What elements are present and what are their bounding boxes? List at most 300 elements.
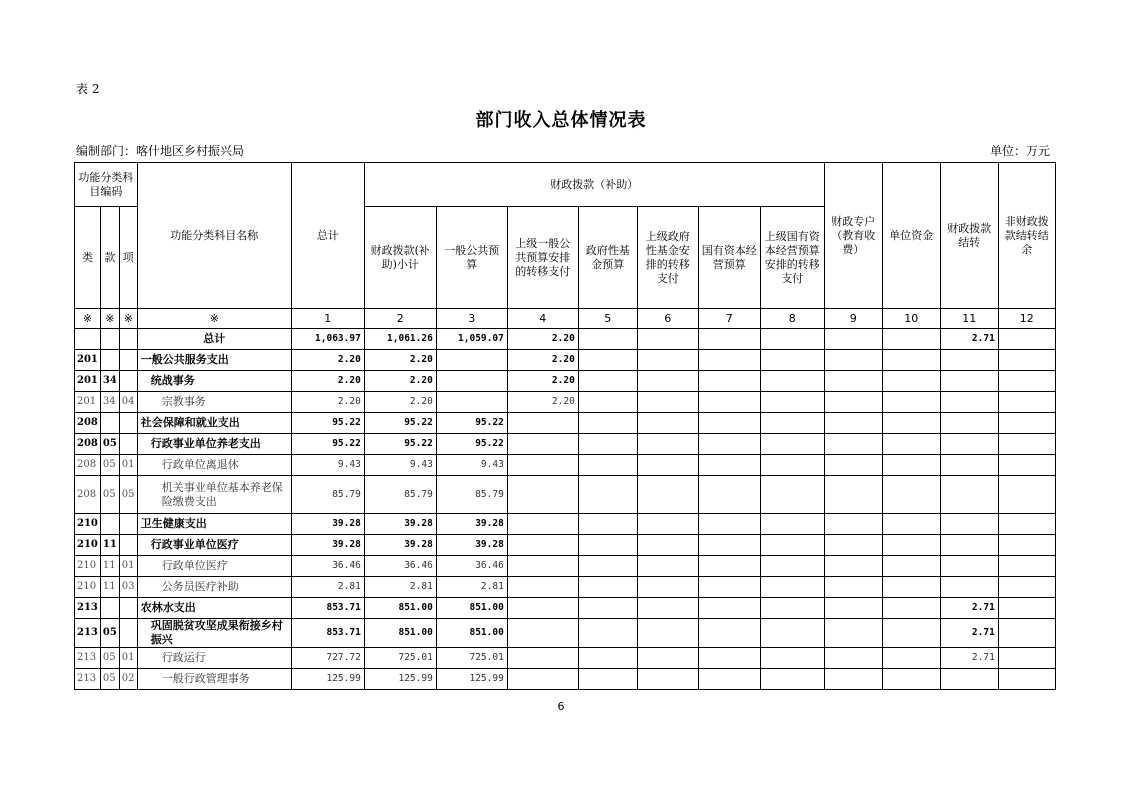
code-kind-cell: 213 [75,619,101,648]
amount-cell [760,535,824,556]
amount-cell [882,598,940,619]
amount-cell [507,514,578,535]
header-item: 款 [100,207,119,309]
amount-cell [637,392,698,413]
amount-cell [637,371,698,392]
amount-cell: 2.20 [507,371,578,392]
amount-cell [940,669,998,690]
amount-cell [698,455,760,476]
header-non-fiscal-carry: 非财政拨款结转结余 [998,163,1055,309]
amount-cell [507,434,578,455]
amount-cell [637,434,698,455]
amount-cell [882,455,940,476]
amount-cell [698,392,760,413]
amount-cell [998,535,1055,556]
code-sub-cell [119,598,137,619]
amount-cell [637,619,698,648]
amount-cell [507,535,578,556]
amount-cell: 2.71 [940,619,998,648]
header-upper-gov-fund: 上级政府性基金安排的转移支付 [637,207,698,309]
amount-cell: 2.71 [940,648,998,669]
amount-cell [998,329,1055,350]
amount-cell [578,455,637,476]
amount-cell [998,577,1055,598]
table-row [75,455,1056,476]
amount-cell [578,577,637,598]
func-name-cell: 一般公共服务支出 [137,350,291,371]
amount-cell [998,455,1055,476]
amount-cell: 85.79 [436,476,507,514]
amount-cell [882,648,940,669]
code-kind-cell: 213 [75,648,101,669]
code-item-cell [100,514,119,535]
amount-cell [824,329,882,350]
amount-cell [760,598,824,619]
amount-cell: 727.72 [291,648,364,669]
amount-cell [698,514,760,535]
amount-cell [760,577,824,598]
amount-cell: 39.28 [291,535,364,556]
code-kind-cell: 208 [75,413,101,434]
func-name-cell: 社会保障和就业支出 [137,413,291,434]
code-item-cell: 11 [100,577,119,598]
amount-cell: 851.00 [364,619,436,648]
func-name-cell: 行政事业单位医疗 [137,535,291,556]
amount-cell [578,350,637,371]
index-cell: 2 [364,309,436,329]
amount-cell [578,371,637,392]
amount-cell [760,455,824,476]
table-row [75,329,1056,350]
code-item-cell: 05 [100,455,119,476]
amount-cell: 2.20 [364,350,436,371]
func-name-cell: 行政运行 [137,648,291,669]
amount-cell [637,535,698,556]
amount-cell: 2.20 [507,329,578,350]
amount-cell [637,476,698,514]
amount-cell [436,350,507,371]
amount-cell [882,350,940,371]
amount-cell: 36.46 [364,556,436,577]
amount-cell [578,434,637,455]
amount-cell: 9.43 [364,455,436,476]
amount-cell [637,329,698,350]
table-row [75,556,1056,577]
header-upper-state-capital: 上级国有资本经营预算安排的转移支付 [760,207,824,309]
amount-cell [760,619,824,648]
amount-cell: 851.00 [436,619,507,648]
code-item-cell: 34 [100,371,119,392]
amount-cell: 9.43 [436,455,507,476]
amount-cell [998,556,1055,577]
amount-cell [998,392,1055,413]
amount-cell [507,669,578,690]
code-kind-cell: 213 [75,598,101,619]
amount-cell [637,577,698,598]
code-kind-cell: 210 [75,514,101,535]
amount-cell: 95.22 [436,413,507,434]
table-row [75,535,1056,556]
header-upper-general: 上级一般公共预算安排的转移支付 [507,207,578,309]
amount-cell [882,577,940,598]
amount-cell [824,598,882,619]
header-fiscal-carry: 财政拨款结转 [940,163,998,309]
code-sub-cell: 01 [119,648,137,669]
code-item-cell [100,413,119,434]
amount-cell: 36.46 [436,556,507,577]
code-item-cell: 05 [100,669,119,690]
amount-cell [578,598,637,619]
index-cell: 10 [882,309,940,329]
amount-cell: 39.28 [436,514,507,535]
code-sub-cell: 05 [119,476,137,514]
table-number: 表 2 [76,82,100,96]
amount-cell [940,413,998,434]
amount-cell [940,514,998,535]
code-sub-cell [119,350,137,371]
amount-cell [507,598,578,619]
amount-cell [507,476,578,514]
amount-cell: 85.79 [291,476,364,514]
func-name-cell: 宗教事务 [137,392,291,413]
amount-cell [824,669,882,690]
amount-cell: 851.00 [364,598,436,619]
amount-cell [824,371,882,392]
code-sub-cell: 03 [119,577,137,598]
code-item-cell [100,598,119,619]
amount-cell [698,371,760,392]
header-general-budget: 一般公共预算 [436,207,507,309]
table-row [75,413,1056,434]
amount-cell [760,556,824,577]
index-cell: ※ [100,309,119,329]
code-kind-cell: 208 [75,455,101,476]
amount-cell: 39.28 [364,514,436,535]
amount-cell [698,434,760,455]
code-sub-cell: 01 [119,455,137,476]
index-cell: ※ [119,309,137,329]
index-cell: ※ [75,309,101,329]
index-cell: ※ [137,309,291,329]
header-fiscal-group: 财政拨款（补助） [364,163,824,207]
amount-cell [760,371,824,392]
header-kind: 类 [75,207,101,309]
amount-cell: 39.28 [291,514,364,535]
amount-cell [698,577,760,598]
header-func-name: 功能分类科目名称 [137,163,291,309]
amount-cell: 725.01 [436,648,507,669]
amount-cell [940,434,998,455]
func-name-cell: 机关事业单位基本养老保险缴费支出 [137,476,291,514]
index-cell: 5 [578,309,637,329]
amount-cell: 39.28 [436,535,507,556]
code-kind-cell: 213 [75,669,101,690]
amount-cell [824,619,882,648]
amount-cell [436,392,507,413]
func-name-cell: 统战事务 [137,371,291,392]
amount-cell [998,669,1055,690]
index-cell: 8 [760,309,824,329]
func-name-cell: 行政事业单位养老支出 [137,434,291,455]
amount-cell: 85.79 [364,476,436,514]
func-name-cell: 总计 [137,329,291,350]
index-cell: 9 [824,309,882,329]
amount-cell [698,535,760,556]
amount-cell: 851.00 [436,598,507,619]
amount-cell: 95.22 [291,434,364,455]
amount-cell [940,535,998,556]
amount-cell [882,434,940,455]
code-sub-cell: 04 [119,392,137,413]
amount-cell [578,619,637,648]
code-sub-cell [119,434,137,455]
amount-cell [507,413,578,434]
code-sub-cell: 02 [119,669,137,690]
code-sub-cell [119,619,137,648]
amount-cell [507,556,578,577]
amount-cell [637,598,698,619]
code-item-cell: 34 [100,392,119,413]
amount-cell [507,455,578,476]
amount-cell [760,350,824,371]
amount-cell [940,371,998,392]
amount-cell [578,535,637,556]
amount-cell [882,392,940,413]
amount-cell [578,476,637,514]
code-kind-cell: 208 [75,476,101,514]
code-item-cell: 05 [100,434,119,455]
code-item-cell: 11 [100,535,119,556]
amount-cell: 2.81 [364,577,436,598]
header-fiscal-subtotal: 财政拨款(补助)小计 [364,207,436,309]
table-row [75,669,1056,690]
amount-cell [824,413,882,434]
header-total: 总计 [291,163,364,309]
page-number: 6 [557,700,565,713]
code-item-cell: 11 [100,556,119,577]
index-cell: 7 [698,309,760,329]
amount-cell [882,476,940,514]
amount-cell [760,329,824,350]
func-name-cell: 行政单位医疗 [137,556,291,577]
amount-cell [824,455,882,476]
amount-cell [882,329,940,350]
code-kind-cell: 210 [75,577,101,598]
amount-cell: 2.20 [364,392,436,413]
func-name-cell: 行政单位离退休 [137,455,291,476]
index-cell: 11 [940,309,998,329]
code-item-cell [100,350,119,371]
amount-cell [998,514,1055,535]
table-body [75,329,1056,690]
amount-cell [637,455,698,476]
amount-cell [578,329,637,350]
amount-cell: 2.81 [436,577,507,598]
table-row [75,392,1056,413]
index-cell: 3 [436,309,507,329]
amount-cell [998,350,1055,371]
code-kind-cell: 210 [75,535,101,556]
amount-cell [940,455,998,476]
amount-cell: 1,059.07 [436,329,507,350]
table-header [75,163,1056,329]
header-sub: 项 [119,207,137,309]
amount-cell [940,577,998,598]
amount-cell [760,648,824,669]
code-item-cell: 05 [100,619,119,648]
table-row [75,350,1056,371]
amount-cell [824,350,882,371]
func-name-cell: 巩固脱贫攻坚成果衔接乡村振兴 [137,619,291,648]
amount-cell [637,648,698,669]
amount-cell [698,669,760,690]
code-kind-cell: 201 [75,350,101,371]
amount-cell: 39.28 [364,535,436,556]
amount-cell [578,556,637,577]
amount-cell: 2.71 [940,329,998,350]
code-sub-cell [119,514,137,535]
header-func-code: 功能分类科目编码 [75,163,138,207]
amount-cell [507,619,578,648]
func-name-cell: 卫生健康支出 [137,514,291,535]
amount-cell [637,556,698,577]
table-row [75,577,1056,598]
amount-cell: 1,063.97 [291,329,364,350]
table-row [75,648,1056,669]
amount-cell [637,514,698,535]
amount-cell [998,648,1055,669]
amount-cell [882,556,940,577]
table-row [75,476,1056,514]
index-cell: 6 [637,309,698,329]
index-cell: 4 [507,309,578,329]
document-title: 部门收入总体情况表 [475,110,647,131]
amount-cell [882,413,940,434]
amount-cell: 95.22 [436,434,507,455]
amount-cell: 125.99 [364,669,436,690]
amount-cell [882,619,940,648]
func-name-cell: 农林水支出 [137,598,291,619]
amount-cell: 2.20 [364,371,436,392]
amount-cell: 725.01 [364,648,436,669]
code-sub-cell [119,371,137,392]
code-kind-cell: 210 [75,556,101,577]
amount-cell [940,392,998,413]
amount-cell [824,392,882,413]
amount-cell [507,577,578,598]
amount-cell [998,598,1055,619]
amount-cell [998,476,1055,514]
amount-cell: 2.20 [507,350,578,371]
amount-cell: 2.20 [291,350,364,371]
amount-cell [824,476,882,514]
amount-cell [940,476,998,514]
table-row [75,514,1056,535]
amount-cell [698,598,760,619]
index-row [75,309,1056,329]
amount-cell [998,434,1055,455]
amount-cell: 95.22 [291,413,364,434]
amount-cell [940,556,998,577]
amount-cell [998,371,1055,392]
code-item-cell: 05 [100,476,119,514]
table-row [75,371,1056,392]
amount-cell [578,514,637,535]
table-row [75,619,1056,648]
code-sub-cell [119,329,137,350]
amount-cell [760,669,824,690]
code-sub-cell [119,413,137,434]
amount-cell: 2.20 [507,392,578,413]
amount-cell: 9.43 [291,455,364,476]
amount-cell [998,413,1055,434]
code-item-cell: 05 [100,648,119,669]
department-label: 编制部门：喀什地区乡村振兴局 [76,144,245,158]
amount-cell [698,329,760,350]
amount-cell: 95.22 [364,434,436,455]
amount-cell [436,371,507,392]
amount-cell [824,514,882,535]
amount-cell [578,669,637,690]
header-state-capital: 国有资本经营预算 [698,207,760,309]
amount-cell [637,413,698,434]
amount-cell: 125.99 [291,669,364,690]
amount-cell [760,413,824,434]
code-sub-cell: 01 [119,556,137,577]
amount-cell [698,350,760,371]
header-special-account: 财政专户（教育收费） [824,163,882,309]
amount-cell [824,535,882,556]
amount-cell [578,648,637,669]
amount-cell [637,669,698,690]
unit-label: 单位：万元 [989,144,1050,158]
amount-cell: 125.99 [436,669,507,690]
amount-cell: 853.71 [291,619,364,648]
amount-cell [998,619,1055,648]
amount-cell [578,392,637,413]
table-row [75,434,1056,455]
amount-cell [698,619,760,648]
index-cell: 1 [291,309,364,329]
header-unit-fund: 单位资金 [882,163,940,309]
amount-cell [760,514,824,535]
amount-cell [940,350,998,371]
amount-cell [824,577,882,598]
table-row [75,598,1056,619]
amount-cell: 2.20 [291,371,364,392]
amount-cell: 2.81 [291,577,364,598]
amount-cell [760,434,824,455]
code-sub-cell [119,535,137,556]
code-kind-cell: 208 [75,434,101,455]
income-summary-table [74,162,1056,690]
amount-cell [698,413,760,434]
code-kind-cell [75,329,101,350]
amount-cell [507,648,578,669]
amount-cell [698,476,760,514]
index-cell: 12 [998,309,1055,329]
amount-cell [760,476,824,514]
amount-cell: 2.20 [291,392,364,413]
amount-cell [824,434,882,455]
amount-cell: 1,061.26 [364,329,436,350]
amount-cell: 95.22 [364,413,436,434]
amount-cell [760,392,824,413]
func-name-cell: 公务员医疗补助 [137,577,291,598]
code-item-cell [100,329,119,350]
amount-cell [882,535,940,556]
amount-cell: 853.71 [291,598,364,619]
